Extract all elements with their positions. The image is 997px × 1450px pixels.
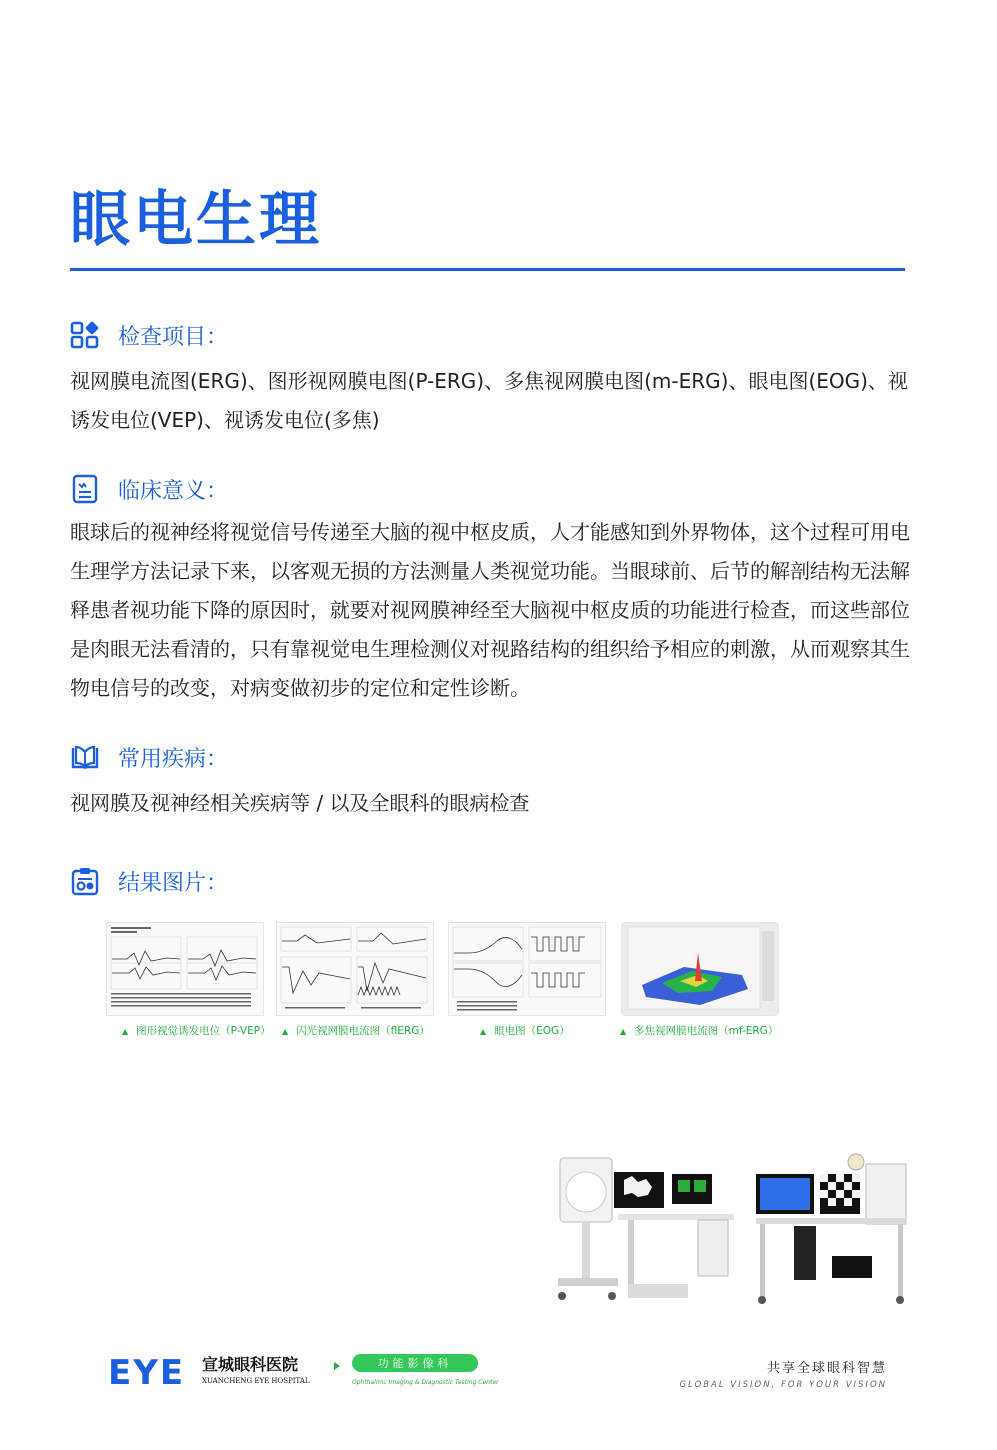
result-images: [0, 922, 997, 1042]
equipment-photo-2: [752, 1150, 912, 1310]
triangle-icon: ▲: [480, 1027, 487, 1036]
caption-flerg: ▲ 闪光视网膜电流图（flERG）: [282, 1025, 430, 1037]
section-meaning-text: 眼球后的视神经将视觉信号传递至大脑的视中枢皮质，人才能感知到外界物体，这个过程可用电生理学方法记录下来，以客观无损的方法测量人类视觉功能。当眼球前、后节的解剖结构无法解释患者视功能下降的原因时，就要对视网膜神经至大脑视中枢皮质的功能进行检查，而这些部位是肉眼无法看清的，只有靠视觉电生理检测仪对视路结构的组织给予相应的刺激，从而观察其生物电信号的改变，对病变做初步的定位和定性诊断。: [70, 520, 910, 700]
section-items-text: 视网膜电流图(ERG)、图形视网膜电图(P-ERG)、多焦视网膜电图(m-ERG)、眼电图(EOG)、视诱发电位(VEP)、视诱发电位(多焦): [70, 369, 908, 432]
hospital-name-cn: 宣城眼科医院: [202, 1355, 299, 1374]
pvep-image: [106, 922, 264, 1016]
clipboard-chart-icon: [70, 866, 100, 896]
section-results-header: [70, 864, 228, 898]
caption-pvep: ▲ 图形视觉诱发电位（P-VEP）: [122, 1025, 271, 1037]
section-diseases-heading: 常用疾病：: [118, 746, 229, 772]
footer-slogan: [679, 1357, 887, 1390]
section-results-heading: 结果图片：: [118, 870, 229, 896]
book-icon: [70, 742, 100, 772]
title-divider: [70, 268, 905, 271]
triangle-icon: ▲: [620, 1027, 627, 1036]
section-meaning-header: [70, 472, 228, 506]
section-diseases-text: 视网膜及视神经相关疾病等 / 以及全眼科的眼病检查: [70, 791, 530, 815]
equipment-photo-1: [548, 1150, 748, 1310]
footer-brand: [108, 1352, 499, 1396]
section-items-header: [70, 318, 228, 352]
dept-en: Ophthalmic Imaging & Diagnostic Testing Center: [352, 1379, 499, 1386]
caption-eog: ▲ 眼电图（EOG）: [480, 1025, 570, 1037]
apps-icon: [70, 320, 100, 350]
triangle-icon: [334, 1362, 340, 1370]
mferg-image: [621, 922, 779, 1016]
dept-badge: 功能影像科: [377, 1357, 453, 1370]
section-meaning-heading: 临床意义：: [118, 478, 229, 504]
caption-mferg: ▲ 多焦视网膜电流图（mf-ERG）: [620, 1025, 779, 1037]
eog-image: [448, 922, 606, 1016]
hospital-name-en: XUANCHENG EYE HOSPITAL: [202, 1377, 310, 1385]
flerg-image: [276, 922, 434, 1016]
logo-text: EYE: [108, 1353, 186, 1393]
hospital-logo: [108, 1352, 499, 1393]
section-items-heading: 检查项目：: [118, 324, 229, 350]
section-diseases-header: [70, 740, 228, 774]
slogan-cn: 共享全球眼科智慧: [766, 1361, 887, 1376]
triangle-icon: ▲: [282, 1027, 289, 1036]
slogan-en: GLOBAL VISION, FOR YOUR VISION: [679, 1380, 887, 1390]
report-icon: [70, 474, 100, 504]
triangle-icon: ▲: [122, 1027, 129, 1036]
page-title: 眼电生理: [70, 185, 322, 255]
